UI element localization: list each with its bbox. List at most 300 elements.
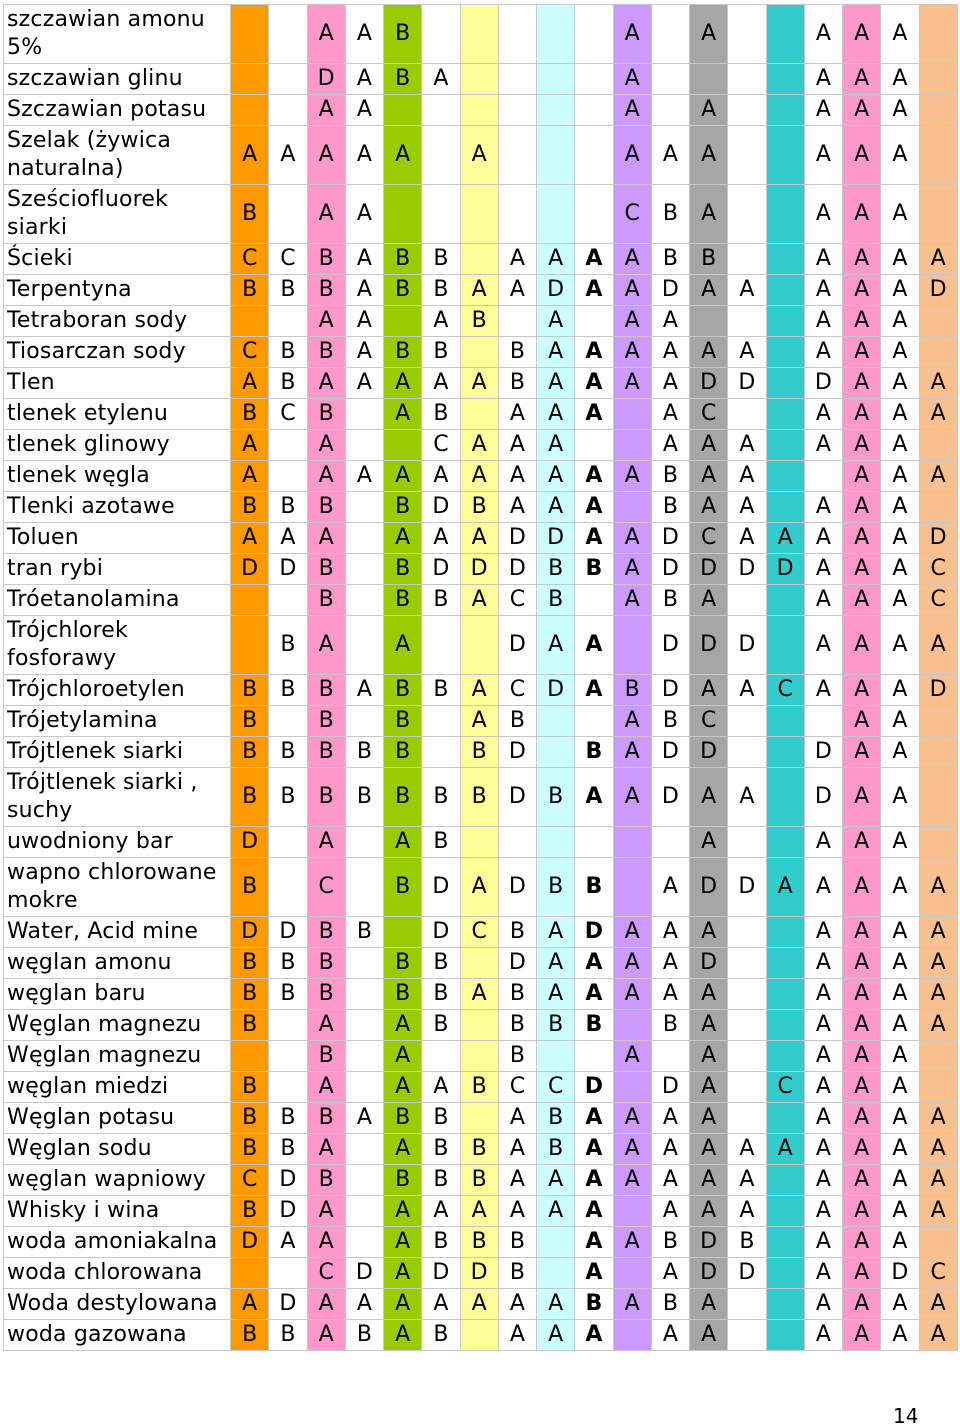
rating-cell <box>919 337 957 368</box>
rating-cell: A <box>843 1320 881 1351</box>
rating-cell: B <box>460 306 498 337</box>
rating-cell: B <box>422 244 460 275</box>
rating-cell: B <box>460 768 498 827</box>
rating-cell: A <box>919 858 957 917</box>
rating-cell: A <box>384 616 422 675</box>
rating-cell <box>575 5 613 64</box>
rating-cell <box>651 1041 689 1072</box>
rating-cell: A <box>537 1165 575 1196</box>
row-name: Szczawian potasu <box>4 95 231 126</box>
rating-cell: A <box>919 1134 957 1165</box>
rating-cell: D <box>728 554 766 585</box>
rating-cell: A <box>537 1320 575 1351</box>
rating-cell: A <box>307 95 345 126</box>
rating-cell: D <box>651 675 689 706</box>
rating-cell: A <box>804 5 842 64</box>
rating-cell: A <box>843 1165 881 1196</box>
rating-cell: A <box>613 1103 651 1134</box>
rating-cell: B <box>307 737 345 768</box>
rating-cell: A <box>804 1134 842 1165</box>
table-row <box>4 1320 958 1351</box>
rating-cell: B <box>345 737 383 768</box>
rating-cell: A <box>843 585 881 616</box>
rating-cell <box>231 95 269 126</box>
rating-cell <box>728 399 766 430</box>
rating-cell: A <box>651 126 689 185</box>
rating-cell: D <box>537 523 575 554</box>
rating-cell <box>231 64 269 95</box>
row-name: woda amoniakalna <box>4 1227 231 1258</box>
rating-cell: A <box>728 275 766 306</box>
rating-cell: B <box>651 706 689 737</box>
rating-cell <box>919 126 957 185</box>
rating-cell: A <box>651 1134 689 1165</box>
rating-cell: D <box>498 858 536 917</box>
row-name: Terpentyna <box>4 275 231 306</box>
rating-cell: B <box>231 399 269 430</box>
rating-cell: A <box>345 306 383 337</box>
rating-cell <box>269 585 307 616</box>
row-name: Trójchloroetylen <box>4 675 231 706</box>
rating-cell: A <box>498 1320 536 1351</box>
rating-cell <box>460 1041 498 1072</box>
rating-cell: A <box>804 1072 842 1103</box>
rating-cell: A <box>881 185 919 244</box>
rating-cell: A <box>498 275 536 306</box>
rating-cell <box>690 64 728 95</box>
rating-cell <box>498 827 536 858</box>
rating-cell: C <box>690 523 728 554</box>
rating-cell: A <box>269 523 307 554</box>
row-name: woda gazowana <box>4 1320 231 1351</box>
table-row <box>4 64 958 95</box>
rating-cell <box>766 948 804 979</box>
rating-cell <box>345 1227 383 1258</box>
rating-cell: B <box>345 768 383 827</box>
rating-cell <box>384 95 422 126</box>
rating-cell <box>728 827 766 858</box>
rating-cell <box>766 337 804 368</box>
rating-cell <box>460 185 498 244</box>
rating-cell: A <box>537 430 575 461</box>
rating-cell: B <box>384 337 422 368</box>
rating-cell: B <box>231 948 269 979</box>
rating-cell <box>537 185 575 244</box>
rating-cell <box>345 1196 383 1227</box>
rating-cell: A <box>307 523 345 554</box>
table-row <box>4 827 958 858</box>
rating-cell: A <box>690 275 728 306</box>
rating-cell: D <box>422 858 460 917</box>
rating-cell: B <box>307 706 345 737</box>
rating-cell: A <box>881 858 919 917</box>
rating-cell: C <box>231 244 269 275</box>
rating-cell: A <box>384 399 422 430</box>
rating-cell: C <box>498 585 536 616</box>
rating-cell: A <box>728 1165 766 1196</box>
rating-cell: A <box>881 275 919 306</box>
table-row <box>4 275 958 306</box>
rating-cell: A <box>345 675 383 706</box>
rating-cell: B <box>384 737 422 768</box>
rating-cell <box>537 95 575 126</box>
rating-cell: A <box>575 1165 613 1196</box>
rating-cell: A <box>804 399 842 430</box>
rating-cell: A <box>651 337 689 368</box>
rating-cell <box>728 126 766 185</box>
rating-cell: B <box>307 399 345 430</box>
rating-cell: A <box>498 1289 536 1320</box>
row-name: Tlenki azotawe <box>4 492 231 523</box>
rating-cell <box>422 185 460 244</box>
rating-cell <box>384 430 422 461</box>
rating-cell: A <box>843 858 881 917</box>
rating-cell: D <box>498 768 536 827</box>
rating-cell: A <box>690 1289 728 1320</box>
rating-cell: A <box>690 1320 728 1351</box>
rating-cell: A <box>231 523 269 554</box>
rating-cell: A <box>537 1196 575 1227</box>
rating-cell: A <box>690 185 728 244</box>
rating-cell <box>345 948 383 979</box>
rating-cell: B <box>537 585 575 616</box>
rating-cell: D <box>690 948 728 979</box>
rating-cell: A <box>307 1196 345 1227</box>
rating-cell: B <box>651 492 689 523</box>
rating-cell <box>231 5 269 64</box>
rating-cell: A <box>460 126 498 185</box>
rating-cell: B <box>231 1320 269 1351</box>
rating-cell <box>919 430 957 461</box>
rating-cell: A <box>728 1134 766 1165</box>
rating-cell: B <box>460 1072 498 1103</box>
rating-cell <box>766 399 804 430</box>
rating-cell: A <box>804 1165 842 1196</box>
rating-cell: C <box>766 1072 804 1103</box>
rating-cell: B <box>575 1289 613 1320</box>
rating-cell <box>613 858 651 917</box>
rating-cell: A <box>575 979 613 1010</box>
rating-cell: A <box>919 1010 957 1041</box>
rating-cell: D <box>307 64 345 95</box>
rating-cell <box>613 616 651 675</box>
rating-cell: A <box>804 616 842 675</box>
rating-cell: B <box>422 1134 460 1165</box>
rating-cell: A <box>919 1103 957 1134</box>
rating-cell: A <box>307 185 345 244</box>
row-name: szczawian amonu 5% <box>4 5 231 64</box>
rating-cell: D <box>804 368 842 399</box>
rating-cell: B <box>460 1134 498 1165</box>
rating-cell <box>919 768 957 827</box>
rating-cell <box>766 185 804 244</box>
rating-cell: A <box>307 306 345 337</box>
table-row <box>4 917 958 948</box>
rating-cell: D <box>919 275 957 306</box>
rating-cell: A <box>804 1258 842 1289</box>
rating-cell: D <box>690 737 728 768</box>
rating-cell: A <box>804 1227 842 1258</box>
rating-cell: B <box>307 554 345 585</box>
rating-cell: A <box>728 1196 766 1227</box>
rating-cell: A <box>307 1289 345 1320</box>
rating-cell: B <box>384 1165 422 1196</box>
rating-cell: A <box>690 768 728 827</box>
rating-cell: B <box>269 492 307 523</box>
rating-cell: A <box>384 1196 422 1227</box>
rating-cell: D <box>651 523 689 554</box>
rating-cell: A <box>651 917 689 948</box>
rating-cell <box>460 1320 498 1351</box>
rating-cell: B <box>384 244 422 275</box>
rating-cell <box>919 95 957 126</box>
rating-cell: A <box>843 827 881 858</box>
rating-cell: A <box>881 917 919 948</box>
rating-cell <box>575 64 613 95</box>
rating-cell: D <box>651 554 689 585</box>
rating-cell: A <box>307 1134 345 1165</box>
rating-cell: A <box>575 1320 613 1351</box>
table-row <box>4 768 958 827</box>
rating-cell: A <box>804 523 842 554</box>
rating-cell: B <box>422 399 460 430</box>
rating-cell <box>728 737 766 768</box>
table-row <box>4 706 958 737</box>
rating-cell <box>728 185 766 244</box>
rating-cell <box>460 948 498 979</box>
rating-cell: A <box>690 1072 728 1103</box>
rating-cell: A <box>613 554 651 585</box>
rating-cell: A <box>766 858 804 917</box>
rating-cell: A <box>843 706 881 737</box>
rating-cell: A <box>690 1196 728 1227</box>
rating-cell: A <box>804 126 842 185</box>
rating-cell <box>345 827 383 858</box>
rating-cell: A <box>843 1196 881 1227</box>
rating-cell: D <box>651 768 689 827</box>
row-name: Węglan magnezu <box>4 1010 231 1041</box>
rating-cell <box>766 306 804 337</box>
rating-cell: A <box>575 523 613 554</box>
rating-cell <box>919 492 957 523</box>
row-name: Trójetylamina <box>4 706 231 737</box>
rating-cell: A <box>881 1227 919 1258</box>
rating-cell <box>766 1320 804 1351</box>
rating-cell: A <box>690 917 728 948</box>
rating-cell: A <box>843 675 881 706</box>
table-row <box>4 1010 958 1041</box>
rating-cell: A <box>422 64 460 95</box>
rating-cell: A <box>843 1134 881 1165</box>
rating-cell: A <box>307 368 345 399</box>
rating-cell <box>766 768 804 827</box>
rating-cell: A <box>384 126 422 185</box>
rating-cell: A <box>690 827 728 858</box>
rating-cell: A <box>881 948 919 979</box>
rating-cell: A <box>690 1041 728 1072</box>
rating-cell: A <box>843 126 881 185</box>
rating-cell: A <box>345 275 383 306</box>
rating-cell: A <box>919 1196 957 1227</box>
rating-cell <box>766 585 804 616</box>
rating-cell: A <box>651 948 689 979</box>
rating-cell: B <box>384 492 422 523</box>
rating-cell: A <box>422 461 460 492</box>
rating-cell: A <box>881 244 919 275</box>
table-row <box>4 399 958 430</box>
rating-cell: A <box>881 768 919 827</box>
rating-cell: D <box>269 1196 307 1227</box>
rating-cell: A <box>843 306 881 337</box>
rating-cell <box>766 979 804 1010</box>
row-name: Węglan potasu <box>4 1103 231 1134</box>
rating-cell: A <box>613 585 651 616</box>
rating-cell: A <box>651 979 689 1010</box>
rating-cell: D <box>690 616 728 675</box>
rating-cell <box>728 244 766 275</box>
rating-cell: A <box>613 244 651 275</box>
rating-cell: D <box>537 675 575 706</box>
rating-cell: A <box>307 616 345 675</box>
rating-cell: A <box>498 1165 536 1196</box>
table-row <box>4 1165 958 1196</box>
rating-cell: A <box>843 430 881 461</box>
rating-cell: A <box>613 95 651 126</box>
rating-cell <box>537 1227 575 1258</box>
rating-cell <box>269 1072 307 1103</box>
rating-cell: A <box>460 706 498 737</box>
table-row <box>4 1258 958 1289</box>
rating-cell: D <box>651 1072 689 1103</box>
rating-cell: B <box>231 275 269 306</box>
rating-cell: B <box>307 675 345 706</box>
rating-cell: B <box>460 1165 498 1196</box>
rating-cell: A <box>384 1320 422 1351</box>
rating-cell: A <box>881 1010 919 1041</box>
rating-cell: B <box>384 948 422 979</box>
rating-cell <box>613 1320 651 1351</box>
rating-cell: A <box>919 1320 957 1351</box>
rating-cell: A <box>384 827 422 858</box>
rating-cell: A <box>804 1041 842 1072</box>
rating-cell <box>460 64 498 95</box>
rating-cell: A <box>345 1289 383 1320</box>
rating-cell: C <box>690 706 728 737</box>
rating-cell <box>613 1072 651 1103</box>
rating-cell: A <box>651 1258 689 1289</box>
rating-cell: C <box>269 399 307 430</box>
rating-cell: A <box>881 1165 919 1196</box>
rating-cell: D <box>498 737 536 768</box>
rating-cell <box>728 948 766 979</box>
rating-cell: A <box>919 1289 957 1320</box>
rating-cell: D <box>269 1165 307 1196</box>
rating-cell: A <box>345 126 383 185</box>
rating-cell: B <box>422 1165 460 1196</box>
table-row <box>4 585 958 616</box>
rating-cell <box>460 1010 498 1041</box>
rating-cell: B <box>269 368 307 399</box>
row-name: tran rybi <box>4 554 231 585</box>
rating-cell: A <box>422 523 460 554</box>
rating-cell: A <box>881 737 919 768</box>
rating-cell: A <box>804 185 842 244</box>
rating-cell: B <box>269 1103 307 1134</box>
page-number: 14 <box>893 1404 919 1428</box>
rating-cell: D <box>651 275 689 306</box>
rating-cell: A <box>537 948 575 979</box>
table-row <box>4 461 958 492</box>
rating-cell: A <box>613 917 651 948</box>
rating-cell: D <box>651 737 689 768</box>
rating-cell: A <box>307 5 345 64</box>
rating-cell: A <box>690 430 728 461</box>
rating-cell: A <box>881 1196 919 1227</box>
rating-cell: A <box>575 399 613 430</box>
rating-cell: A <box>613 64 651 95</box>
rating-cell <box>613 1010 651 1041</box>
rating-cell: A <box>460 858 498 917</box>
rating-cell: A <box>384 1072 422 1103</box>
rating-cell: A <box>919 399 957 430</box>
rating-cell <box>651 827 689 858</box>
rating-cell: A <box>843 917 881 948</box>
rating-cell: D <box>690 368 728 399</box>
rating-cell <box>766 616 804 675</box>
rating-cell <box>690 306 728 337</box>
rating-cell: A <box>613 706 651 737</box>
rating-cell: A <box>766 1134 804 1165</box>
rating-cell <box>766 244 804 275</box>
rating-cell: D <box>269 1289 307 1320</box>
rating-cell <box>766 1227 804 1258</box>
rating-cell: A <box>575 616 613 675</box>
rating-cell: A <box>881 675 919 706</box>
rating-cell: A <box>575 337 613 368</box>
rating-cell <box>728 306 766 337</box>
rating-cell <box>728 1103 766 1134</box>
rating-cell <box>345 430 383 461</box>
rating-cell: A <box>728 492 766 523</box>
rating-cell: A <box>843 461 881 492</box>
rating-cell <box>766 1165 804 1196</box>
rating-cell: A <box>804 430 842 461</box>
rating-cell: A <box>613 337 651 368</box>
rating-cell: B <box>231 185 269 244</box>
rating-cell: A <box>613 275 651 306</box>
rating-cell: A <box>843 399 881 430</box>
rating-cell: D <box>690 1227 728 1258</box>
rating-cell: A <box>881 306 919 337</box>
rating-cell: B <box>537 554 575 585</box>
rating-cell: A <box>613 126 651 185</box>
rating-cell <box>613 1196 651 1227</box>
row-name: Sześciofluorek siarki <box>4 185 231 244</box>
rating-cell: A <box>651 1165 689 1196</box>
rating-cell: B <box>575 554 613 585</box>
rating-cell <box>728 706 766 737</box>
rating-cell <box>537 737 575 768</box>
rating-cell <box>613 399 651 430</box>
rating-cell: A <box>690 126 728 185</box>
rating-cell: A <box>843 1010 881 1041</box>
rating-cell <box>422 95 460 126</box>
rating-cell: A <box>575 1134 613 1165</box>
rating-cell: A <box>843 1103 881 1134</box>
rating-cell: B <box>460 1227 498 1258</box>
rating-cell: A <box>422 1072 460 1103</box>
rating-cell: A <box>728 337 766 368</box>
